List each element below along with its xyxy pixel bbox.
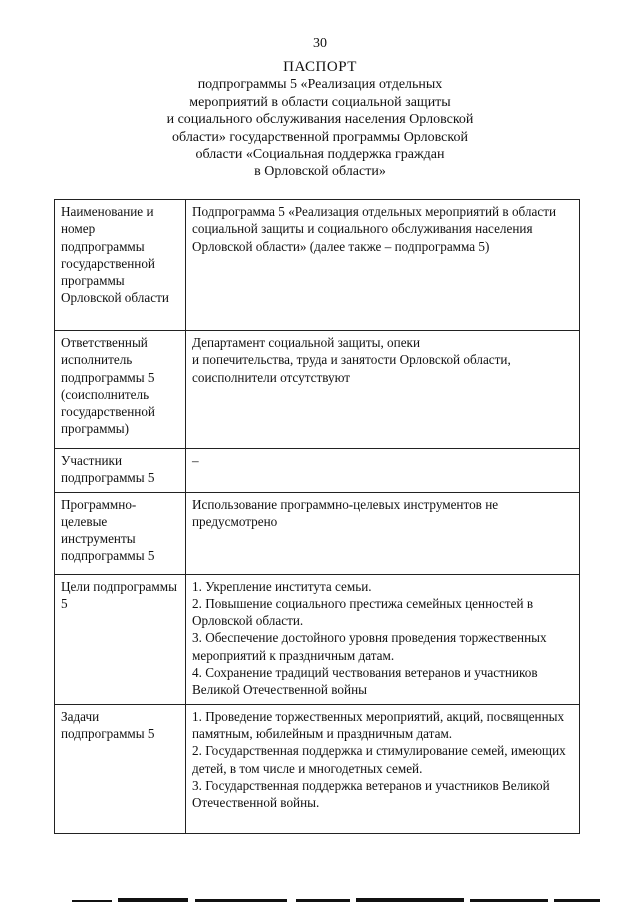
row-value-line: 3. Обеспечение достойного уровня проведения торжественных мероприятий к праздничным датам. [192, 630, 547, 663]
title-line: области» государственной программы Орловской [172, 129, 468, 145]
row-value-line: Использование программно-целевых инструментов не предусмотрено [192, 496, 499, 529]
table-row [55, 200, 580, 331]
table-row [55, 492, 580, 574]
row-value-line: Подпрограмма 5 «Реализация отдельных мероприятий в области социальной защиты и социального обслуживания населения Орловской области» (далее также – подпрограмма 5) [192, 204, 557, 254]
title-line: мероприятий в области социальной защиты [189, 94, 451, 110]
page-number: 30 [313, 36, 327, 51]
row-value-line: 1. Проведение торжественных мероприятий, акций, посвященных памятным, юбилейным и праздничным датам. [192, 708, 565, 741]
passport-table [54, 199, 580, 834]
row-value [186, 492, 580, 574]
table-row [55, 449, 580, 493]
row-value-line: 1. Укрепление института семьи. [192, 578, 372, 594]
row-label: Участники подпрограммы 5 [55, 449, 186, 493]
row-value [186, 704, 580, 833]
document-title [100, 59, 540, 181]
row-value-line: 2. Государственная поддержка и стимулирование семей, имеющих детей, в том числе и многодетных семей. [192, 743, 566, 776]
row-label: Программно-целевые инструменты подпрограммы 5 [55, 492, 186, 574]
title-line: и социального обслуживания населения Орловской [166, 112, 474, 128]
title-line: подпрограммы 5 «Реализация отдельных [197, 77, 443, 93]
row-value-line: 4. Сохранение традиций чествования ветеранов и участников Великой Отечественной войны [192, 665, 538, 698]
row-value [186, 331, 580, 449]
title-line: области «Социальная поддержка граждан [195, 147, 445, 163]
row-value-line: Департамент социальной защиты, опеки [192, 335, 421, 350]
row-value-line: и попечительства, труда и занятости Орловской области, соисполнители отсутствуют [192, 352, 511, 385]
row-value [186, 449, 580, 493]
row-label: Наименование и номер подпрограммы государственной программы Орловской области [55, 200, 186, 331]
title-heading: ПАСПОРТ [283, 59, 357, 75]
row-value [186, 574, 580, 704]
row-label: Цели подпрограммы 5 [55, 574, 186, 704]
row-value-line: 3. Государственная поддержка ветеранов и участников Великой Отечественной войны. [192, 777, 550, 811]
row-value-line: – [192, 453, 199, 468]
row-value-line: 2. Повышение социального престижа семейных ценностей в Орловской области. [192, 595, 534, 629]
title-line: в Орловской области» [254, 164, 386, 180]
row-value [186, 200, 580, 331]
scan-edge-marks [0, 893, 640, 905]
row-label: Задачи подпрограммы 5 [55, 704, 186, 833]
row-label: Ответственный исполнитель подпрограммы 5 (соисполнитель государственной программы) [55, 331, 186, 449]
table-row [55, 331, 580, 449]
table-row [55, 574, 580, 704]
table-row [55, 704, 580, 833]
